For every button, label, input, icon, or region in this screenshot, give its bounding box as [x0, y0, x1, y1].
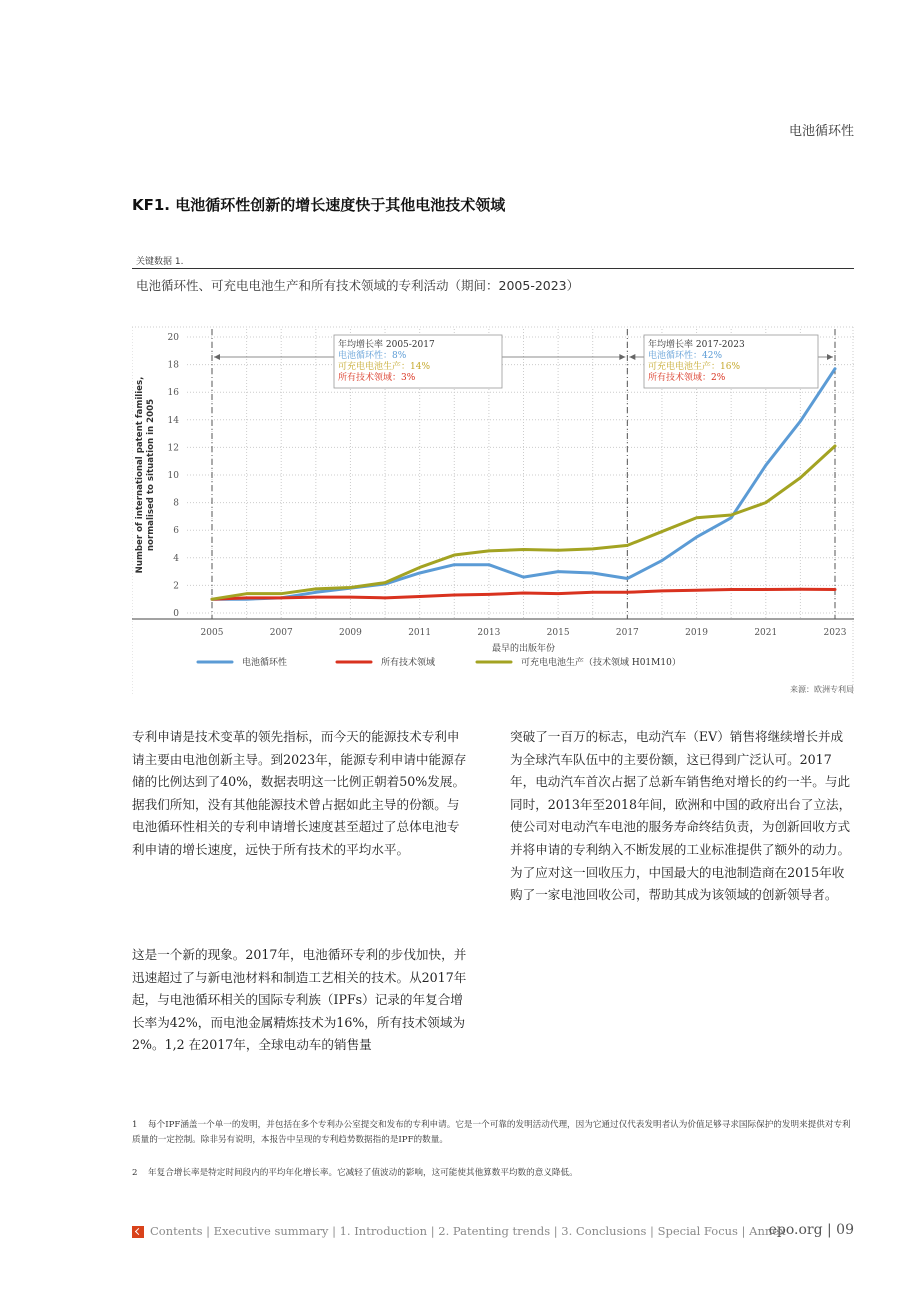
x-tick-label: 2007 [269, 628, 293, 638]
y-tick-label: 6 [173, 526, 179, 537]
footnote-text: 每个IPF涵盖一个单一的发明，并包括在多个专利办公室提交和发布的专利申请。它是一个可靠的发明活动代理，因为它通过仅代表发明者认为价值足够寻求国际保护的发明来提供对专利质量的一定控制。除非另有说明，本报告中呈现的专利趋势数据指的是IPF的数量。 [132, 1120, 851, 1145]
legend-label: 可充电电池生产（技术领域 H01M10） [521, 658, 681, 668]
x-tick-label: 2019 [685, 628, 709, 638]
body-paragraph-1: 专利申请是技术变革的领先指标，而今天的能源技术专利申请主要由电池创新主导。到2023年，能源专利申请中能源存储的比例达到了40%，数据表明这一比例正朝着50%发展。据我们所知，没有其他能源技术曾占据如此主导的份额。与电池循环性相关的专利申请增长速度甚至超过了总体电池专利申请的增长速度，远快于所有技术的平均水平。 [132, 729, 467, 857]
series-line [212, 369, 835, 599]
body-paragraph-2: 这是一个新的现象。2017年，电池循环专利的步伐加快，并迅速超过了与新电池材料和制造工艺相关的技术。从2017年起，与电池循环相关的国际专利族（IPFs）记录的年复合增长率为42%，而电池金属精炼技术为16%，所有技术领域为2%。1,2 在2017年，全球电动车的销售量 [132, 947, 467, 1053]
back-arrow-icon[interactable] [132, 1226, 144, 1238]
annotation-line: 电池循环性：42% [648, 351, 723, 361]
line-chart [132, 300, 854, 700]
arrow-head-right [827, 354, 833, 360]
y-tick-label: 0 [173, 609, 179, 619]
x-tick-label: 2023 [823, 628, 847, 638]
chart-source: 来源：欧洲专利局 [790, 685, 854, 694]
annotation-line: 可充电电池生产：16% [648, 362, 741, 372]
key-data-label: 关键数据 1. [136, 257, 184, 267]
footnote-1 [132, 1118, 852, 1148]
footnote-2 [132, 1166, 852, 1181]
legend-label: 所有技术领域 [381, 658, 436, 668]
page-number: epo.org | 09 [768, 1222, 854, 1238]
footer-navigation[interactable]: Contents | Executive summary | 1. Introduction | 2. Patenting trends | 3. Conclusions | Special Focus | Annex [150, 1224, 786, 1238]
x-tick-label: 2011 [408, 628, 432, 638]
y-tick-label: 16 [167, 388, 179, 399]
divider [132, 268, 854, 269]
page-footer [132, 1224, 854, 1242]
chart-title: 电池循环性、可充电电池生产和所有技术领域的专利活动（期间：2005-2023） [136, 278, 580, 293]
section-header: 电池循环性 [788, 124, 854, 139]
annotation-line: 电池循环性：8% [338, 351, 407, 361]
footnote-number: 2 [132, 1168, 138, 1178]
y-tick-label: 18 [167, 360, 179, 371]
x-tick-label: 2013 [477, 628, 501, 638]
legend-label: 电池循环性 [242, 658, 288, 668]
y-tick-label: 2 [173, 581, 179, 592]
x-axis-label: 最早的出版年份 [491, 644, 556, 654]
chart-svg [132, 300, 854, 700]
y-tick-label: 4 [173, 553, 179, 564]
x-tick-label: 2015 [546, 628, 570, 638]
y-tick-label: 12 [167, 443, 179, 454]
y-axis-label: Number of international patent families,normalised to situation in 2005 [135, 376, 156, 574]
annotation-heading: 年均增长率 2005-2017 [338, 340, 435, 350]
annotation-line: 所有技术领域：2% [648, 373, 726, 383]
footnote-number: 1 [132, 1120, 138, 1130]
annotation-line: 所有技术领域：3% [338, 373, 416, 383]
y-tick-label: 10 [167, 471, 179, 481]
arrow-head-left [214, 354, 220, 360]
x-tick-label: 2009 [338, 628, 362, 638]
annotation-heading: 年均增长率 2017-2023 [648, 340, 745, 350]
footnote-text: 年复合增长率是特定时间段内的平均年化增长率。它减轻了值波动的影响，这可能使其他算数平均数的意义降低。 [148, 1168, 578, 1178]
key-finding-title: KF1. 电池循环性创新的增长速度快于其他电池技术领域 [132, 196, 506, 214]
arrow-head-right [619, 354, 625, 360]
x-tick-label: 2005 [200, 628, 224, 638]
x-tick-label: 2021 [754, 628, 778, 638]
annotation-line: 可充电电池生产：14% [338, 362, 431, 372]
arrow-head-left [629, 354, 635, 360]
y-tick-label: 20 [167, 333, 179, 343]
body-paragraph-3: 突破了一百万的标志，电动汽车（EV）销售将继续增长并成为全球汽车队伍中的主要份额，这已得到广泛认可。2017年，电动汽车首次占据了总新车销售绝对增长的约一半。与此同时，2013年至2018年间，欧洲和中国的政府出台了立法，使公司对电动汽车电池的服务寿命终结负责，为创新回收方式并将申请的专利纳入不断发展的工业标准提供了额外的动力。为了应对这一回收压力，中国最大的电池制造商在2015年收购了一家电池回收公司，帮助其成为该领域的创新领导者。 [510, 729, 852, 903]
y-tick-label: 8 [173, 498, 179, 509]
x-tick-label: 2017 [615, 628, 639, 638]
y-tick-label: 14 [167, 415, 179, 426]
